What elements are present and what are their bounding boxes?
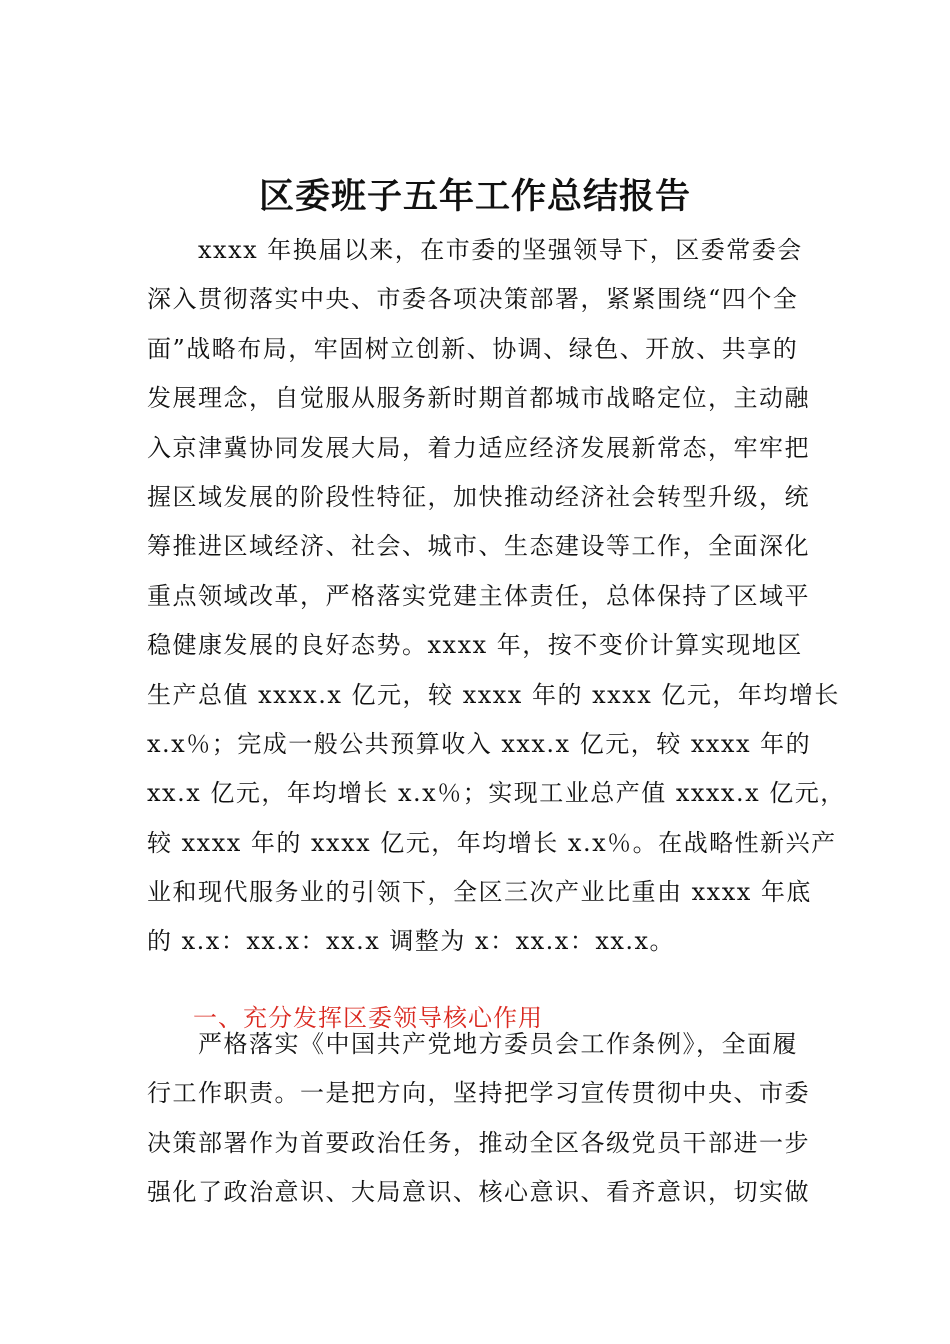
section-paragraph — [147, 1020, 812, 1218]
paragraph-line: 的 x.x：xx.x：xx.x 调整为 x：xx.x：xx.x。 — [147, 927, 676, 956]
paragraph-line: 筹推进区域经济、社会、城市、生态建设等工作，全面深化 — [147, 532, 810, 561]
paragraph-line: 深入贯彻落实中央、市委各项决策部署，紧紧围绕“四个全 — [147, 285, 799, 314]
paragraph-line: 强化了政治意识、大局意识、核心意识、看齐意识，切实做 — [147, 1178, 810, 1207]
section-heading: 一、充分发挥区委领导核心作用 — [193, 1003, 543, 1032]
paragraph-line: xxxx 年换届以来，在市委的坚强领导下，区委常委会 — [147, 236, 803, 264]
paragraph-line: 稳健康发展的良好态势。xxxx 年，按不变价计算实现地区 — [147, 631, 803, 660]
paragraph-line: 面”战略布局，牢固树立创新、协调、绿色、开放、共享的 — [147, 334, 799, 363]
paragraph-line: 行工作职责。一是把方向，坚持把学习宣传贯彻中央、市委 — [147, 1079, 810, 1108]
paragraph-line: 严格落实《中国共产党地方委员会工作条例》，全面履 — [147, 1030, 798, 1058]
paragraph-line: 生产总值 xxxx.x 亿元，较 xxxx 年的 xxxx 亿元，年均增长 — [147, 680, 840, 709]
paragraph-line: xx.x 亿元，年均增长 x.x％；实现工业总产值 xxxx.x 亿元， — [147, 779, 846, 808]
paragraph-line: 决策部署作为首要政治任务，推动全区各级党员干部进一步 — [147, 1128, 810, 1157]
paragraph-line: 较 xxxx 年的 xxxx 亿元，年均增长 x.x％。在战略性新兴产 — [147, 828, 837, 857]
paragraph-line: x.x％；完成一般公共预算收入 xxx.x 亿元，较 xxxx 年的 — [147, 729, 812, 758]
document-title: 区委班子五年工作总结报告 — [258, 176, 691, 218]
paragraph-line: 重点领域改革，严格落实党建主体责任，总体保持了区域平 — [147, 581, 810, 610]
paragraph-line: 握区域发展的阶段性特征，加快推动经济社会转型升级，统 — [147, 482, 810, 511]
intro-paragraph — [147, 226, 846, 967]
paragraph-line: 业和现代服务业的引领下，全区三次产业比重由 xxxx 年底 — [147, 878, 812, 907]
paragraph-line: 入京津冀协同发展大局，着力适应经济发展新常态，牢牢把 — [147, 433, 810, 462]
paragraph-line: 发展理念，自觉服从服务新时期首都城市战略定位，主动融 — [147, 384, 810, 413]
